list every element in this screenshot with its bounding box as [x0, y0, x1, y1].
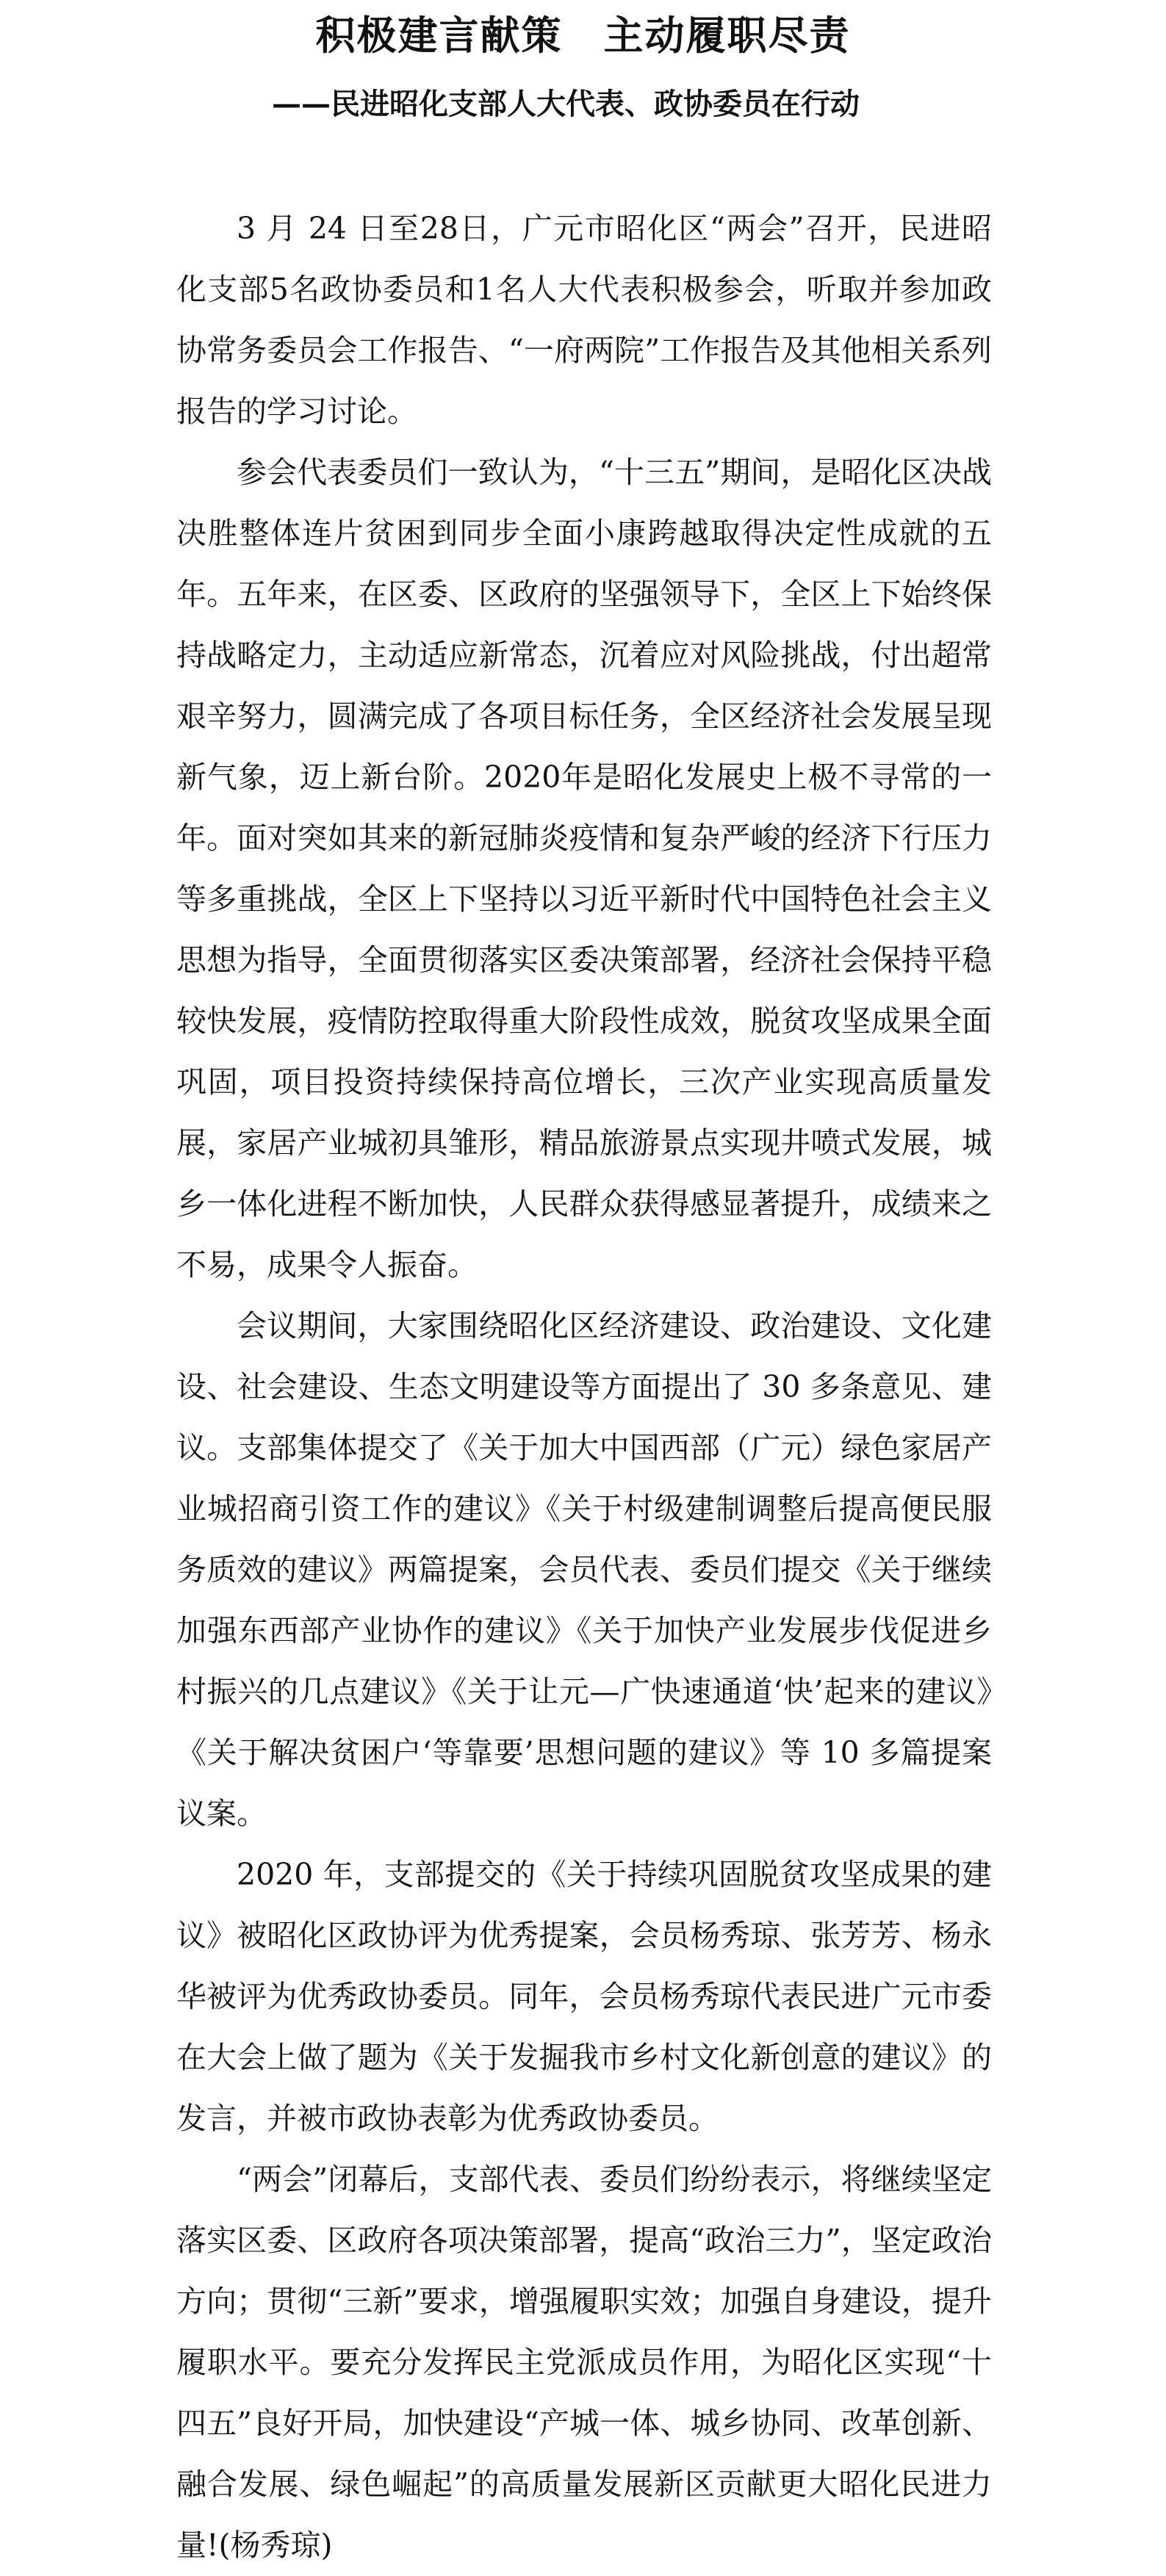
paragraph-3: 会议期间，大家围绕昭化区经济建设、政治建设、文化建设、社会建设、生态文明建设等方面提出了 30 多条意见、建议。支部集体提交了《关于加大中国西部（广元）绿色家居产业城招商引资工作的建议》《关于村级建制调整后提高便民服务质效的建议》两篇提案，会员代表、委员们提交《关于继续加强东西部产业协作的建议》《关于加快产业发展步伐促进乡村振兴的几点建议》《关于让元—广快速通道‘快’起来的建议》《关于解决贫困户‘等靠要’思想问题的建议》等 10 多篇提案议案。	[176, 1308, 992, 1831]
article-subtitle: ——民进昭化支部人大代表、政协委员在行动	[272, 87, 860, 121]
article-body	[176, 198, 992, 2576]
paragraph-5: “两会”闭幕后，支部代表、委员们纷纷表示，将继续坚定落实区委、区政府各项决策部署，提高“政治三力”，坚定政治方向；贯彻“三新”要求，增强履职实效；加强自身建设，提升履职水平。要充分发挥民主党派成员作用，为昭化区实现“十四五”良好开局，加快建设“产城一体、城乡协同、改革创新、融合发展、绿色崛起”的高质量发展新区贡献更大昭化民进力量!(杨秀琼)	[176, 2162, 992, 2563]
paragraph-1: 3 月 24 日至28日，广元市昭化区“两会”召开，民进昭化支部5名政协委员和1名人大代表积极参会，听取并参加政协常务委员会工作报告、“一府两院”工作报告及其他相关系列报告的学习讨论。	[176, 211, 992, 429]
paragraph-4: 2020 年，支部提交的《关于持续巩固脱贫攻坚成果的建议》被昭化区政协评为优秀提案，会员杨秀琼、张芳芳、杨永华被评为优秀政协委员。同年，会员杨秀琼代表民进广元市委在大会上做了题为《关于发掘我市乡村文化新创意的建议》的发言，并被市政协表彰为优秀政协委员。	[176, 1857, 992, 2136]
article-title: 积极建言献策 主动履职尽责	[315, 12, 851, 59]
paragraph-2: 参会代表委员们一致认为，“十三五”期间，是昭化区决战决胜整体连片贫困到同步全面小康跨越取得决定性成就的五年。五年来，在区委、区政府的坚强领导下，全区上下始终保持战略定力，主动适应新常态，沉着应对风险挑战，付出超常艰辛努力，圆满完成了各项目标任务，全区经济社会发展呈现新气象，迈上新台阶。2020年是昭化发展史上极不寻常的一年。面对突如其来的新冠肺炎疫情和复杂严峻的经济下行压力等多重挑战，全区上下坚持以习近平新时代中国特色社会主义思想为指导，全面贯彻落实区委决策部署，经济社会保持平稳较快发展，疫情防控取得重大阶段性成效，脱贫攻坚成果全面巩固，项目投资持续保持高位增长，三次产业实现高质量发展，家居产业城初具雏形，精品旅游景点实现井喷式发展，城乡一体化进程不断加快，人民群众获得感显著提升，成绩来之不易，成果令人振奋。	[176, 455, 992, 1282]
